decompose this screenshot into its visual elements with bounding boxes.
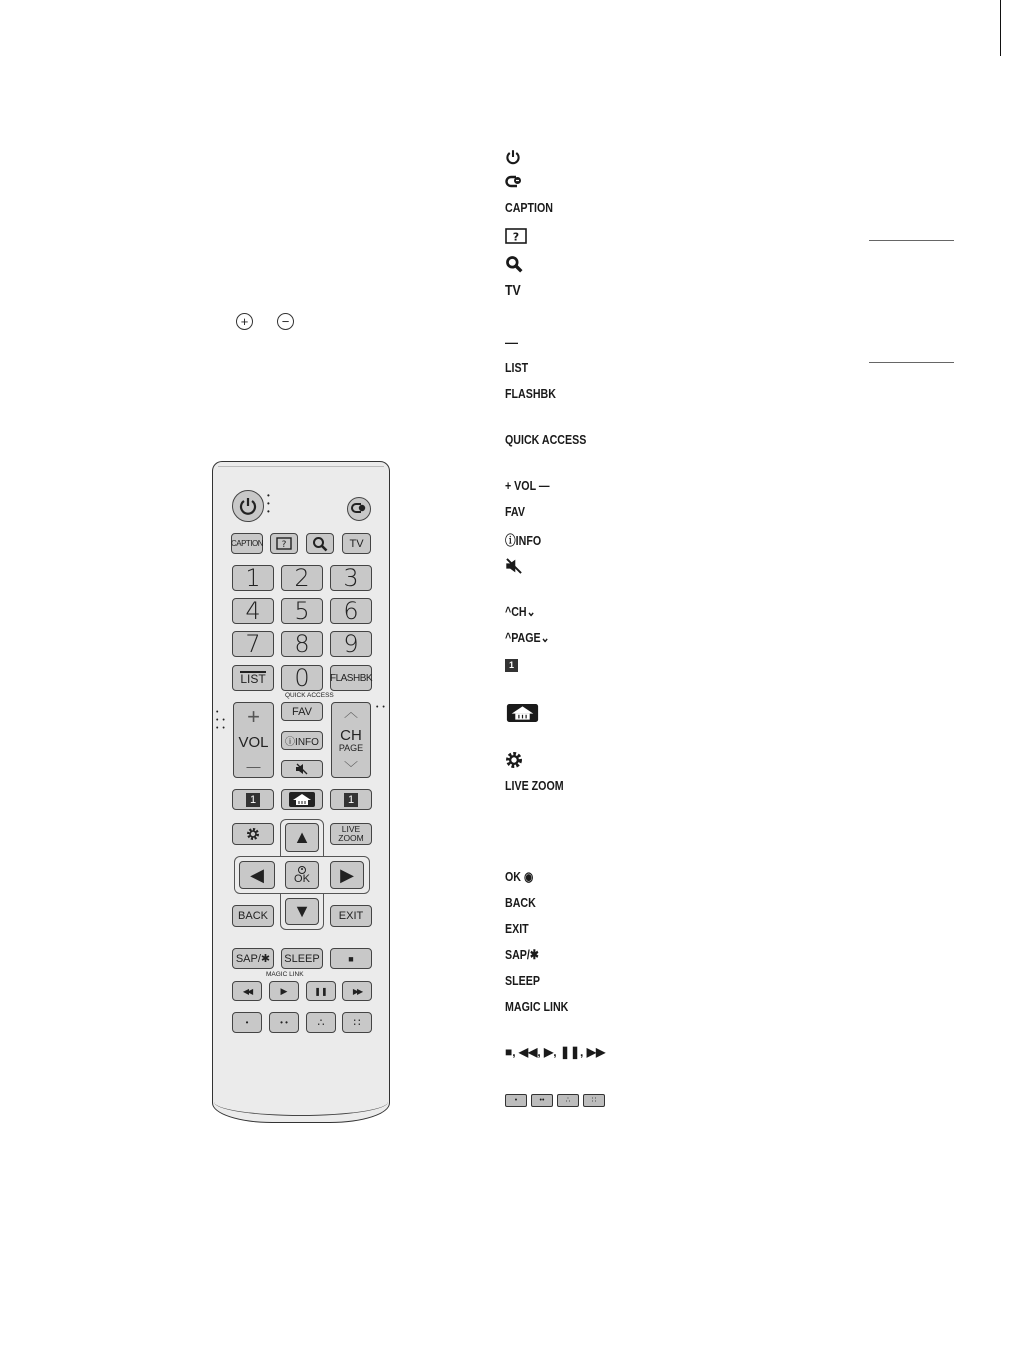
list-label: LIST xyxy=(240,672,266,686)
legend-settings xyxy=(505,751,523,772)
tv-button[interactable]: TV xyxy=(342,533,371,554)
legend-dot-4: ∷ xyxy=(583,1094,605,1107)
legend-caption: CAPTION xyxy=(505,200,553,215)
help-icon xyxy=(505,228,527,245)
dot-button-3[interactable]: ∴ xyxy=(306,1012,336,1033)
legend-fav: FAV xyxy=(505,504,525,519)
legend-dot-2: •• xyxy=(531,1094,553,1107)
left-button[interactable] xyxy=(239,861,275,889)
one-button-right[interactable] xyxy=(330,789,372,810)
sleep-button[interactable]: SLEEP xyxy=(281,948,323,969)
legend-search xyxy=(505,255,523,276)
up-arrow-icon: ▲ xyxy=(293,827,311,847)
info-button[interactable]: ⓘINFO xyxy=(281,731,323,750)
legend-mute xyxy=(505,558,523,577)
ch-label: CH xyxy=(340,726,362,744)
number-8-button[interactable]: 8 xyxy=(281,631,323,657)
side-dots-right: • • xyxy=(376,704,386,711)
right-button[interactable] xyxy=(330,861,364,889)
svg-text:?: ? xyxy=(281,539,287,550)
play-icon: ▶ xyxy=(280,985,288,996)
right-arrow-icon: ▶ xyxy=(340,864,354,885)
search-icon xyxy=(312,536,328,552)
rewind-icon: ◀◀ xyxy=(242,986,252,996)
ok-wheel-icon xyxy=(298,866,306,874)
input-icon xyxy=(505,174,523,190)
list-button[interactable] xyxy=(232,665,274,691)
legend-back: BACK xyxy=(505,895,536,910)
number-5-button[interactable]: 5 xyxy=(281,598,323,624)
home-icon xyxy=(289,792,315,807)
one-button-left[interactable] xyxy=(232,789,274,810)
legend-exit: EXIT xyxy=(505,921,529,936)
legend-dot-buttons xyxy=(505,1092,609,1107)
back-button[interactable]: BACK xyxy=(232,905,274,927)
quick-access-label: QUICK ACCESS xyxy=(285,692,334,699)
number-7-button[interactable]: 7 xyxy=(232,631,274,657)
rewind-button[interactable] xyxy=(232,981,262,1001)
up-button[interactable] xyxy=(285,823,319,852)
play-button[interactable] xyxy=(269,981,299,1001)
vol-label: VOL xyxy=(238,734,269,751)
mute-icon xyxy=(505,558,523,574)
sap-button[interactable]: SAP/✱ xyxy=(232,948,274,969)
legend-sleep: SLEEP xyxy=(505,973,540,988)
caption-button[interactable]: CAPTION xyxy=(231,533,263,554)
legend-ok: OK ◉ xyxy=(505,869,534,884)
flashbk-button[interactable]: FLASHBK xyxy=(330,665,372,691)
gear-icon xyxy=(246,827,260,841)
power-icon xyxy=(238,496,258,516)
home-button[interactable] xyxy=(281,789,323,810)
help-button[interactable] xyxy=(270,533,298,554)
page-label: PAGE xyxy=(338,742,364,753)
legend-flashbk: FLASHBK xyxy=(505,386,556,401)
number-2-button[interactable]: 2 xyxy=(281,565,323,591)
ok-label: OK xyxy=(294,872,310,885)
one-right-label: 1 xyxy=(344,793,358,807)
legend-page: ^PAGE⌄ xyxy=(505,630,550,645)
exit-button[interactable]: EXIT xyxy=(330,905,372,927)
number-9-button[interactable]: 9 xyxy=(330,631,372,657)
down-arrow-icon: ▼ xyxy=(293,901,311,921)
one-square-icon: 1 xyxy=(505,659,518,672)
dot-button-4[interactable]: ∷ xyxy=(342,1012,372,1033)
magic-link-label: MAGIC LINK xyxy=(266,971,304,978)
power-icon xyxy=(505,149,521,165)
legend-list: LIST xyxy=(505,360,529,375)
volume-rocker[interactable] xyxy=(233,702,274,778)
legend-magic-link: MAGIC LINK xyxy=(505,999,569,1014)
legend-power xyxy=(505,149,521,168)
vol-plus-label: + xyxy=(247,704,260,729)
one-left-label: 1 xyxy=(246,793,260,807)
input-button[interactable] xyxy=(347,497,371,521)
stop-button[interactable] xyxy=(330,948,372,969)
channel-rocker[interactable] xyxy=(331,702,371,778)
legend-ch: ^CH⌄ xyxy=(505,604,536,619)
dot-button-2[interactable]: • • xyxy=(269,1012,299,1033)
input-icon xyxy=(351,502,367,516)
live-label: LIVE xyxy=(341,824,361,834)
side-dots-left: • • • • • xyxy=(216,709,226,732)
zoom-label: ZOOM xyxy=(338,833,364,843)
legend-dash: — xyxy=(505,335,518,350)
pause-icon: ❚❚ xyxy=(314,986,328,996)
legend-one xyxy=(505,657,518,672)
ok-button[interactable] xyxy=(285,861,319,889)
down-button[interactable] xyxy=(285,898,319,925)
fav-button[interactable]: FAV xyxy=(281,702,323,721)
ch-page-labels xyxy=(339,728,363,753)
legend-info: ⓘINFO xyxy=(505,533,542,548)
legend-dot-3: ∴ xyxy=(557,1094,579,1107)
ch-down-icon: ﹀ xyxy=(344,760,358,776)
gear-icon xyxy=(505,751,523,769)
fast-forward-button[interactable] xyxy=(342,981,372,1001)
number-3-button[interactable]: 3 xyxy=(330,565,372,591)
ch-up-icon: ︿ xyxy=(344,704,358,720)
remote-bottom-edge xyxy=(214,1088,388,1116)
dot-button-1[interactable]: • xyxy=(232,1012,262,1033)
search-button[interactable] xyxy=(306,533,334,554)
svg-text:?: ? xyxy=(512,230,520,244)
legend-live-zoom: LIVE ZOOM xyxy=(505,778,564,793)
legend-dot-1: • xyxy=(505,1094,527,1107)
legend-home xyxy=(505,704,540,725)
plus-circle-icon: + xyxy=(236,313,253,330)
legend-sap: SAP/✱ xyxy=(505,947,539,962)
pause-button[interactable] xyxy=(306,981,336,1001)
left-arrow-icon: ◀ xyxy=(250,864,264,885)
minus-circle-icon: − xyxy=(277,313,294,330)
margin-rule-lower xyxy=(869,362,954,363)
legend-help xyxy=(505,228,527,248)
legend-input xyxy=(505,174,523,193)
fast-forward-icon: ▶▶ xyxy=(352,986,362,996)
vol-minus-label: — xyxy=(246,758,261,774)
home-icon xyxy=(505,704,540,722)
live-zoom-button[interactable] xyxy=(330,823,372,845)
help-icon xyxy=(276,537,292,551)
search-icon xyxy=(505,255,523,273)
legend-tv: TV xyxy=(505,282,521,299)
number-0-button[interactable]: 0 xyxy=(281,665,323,691)
page-edge-rule xyxy=(1000,0,1001,56)
legend-vol: + VOL — xyxy=(505,478,550,493)
number-1-button[interactable]: 1 xyxy=(232,565,274,591)
mute-button[interactable] xyxy=(281,760,323,778)
mute-icon xyxy=(295,763,309,775)
power-button[interactable] xyxy=(232,490,264,522)
legend-quick-access: QUICK ACCESS xyxy=(505,432,587,447)
stop-icon: ■ xyxy=(348,953,354,964)
number-4-button[interactable]: 4 xyxy=(232,598,274,624)
remote-top-edge xyxy=(218,466,384,467)
number-6-button[interactable]: 6 xyxy=(330,598,372,624)
power-dots: • • • xyxy=(267,491,271,516)
margin-rule-upper xyxy=(869,240,954,241)
legend-playback: ■, ◀◀, ▶, ❚❚, ▶▶ xyxy=(505,1045,606,1059)
settings-button[interactable] xyxy=(232,823,274,845)
